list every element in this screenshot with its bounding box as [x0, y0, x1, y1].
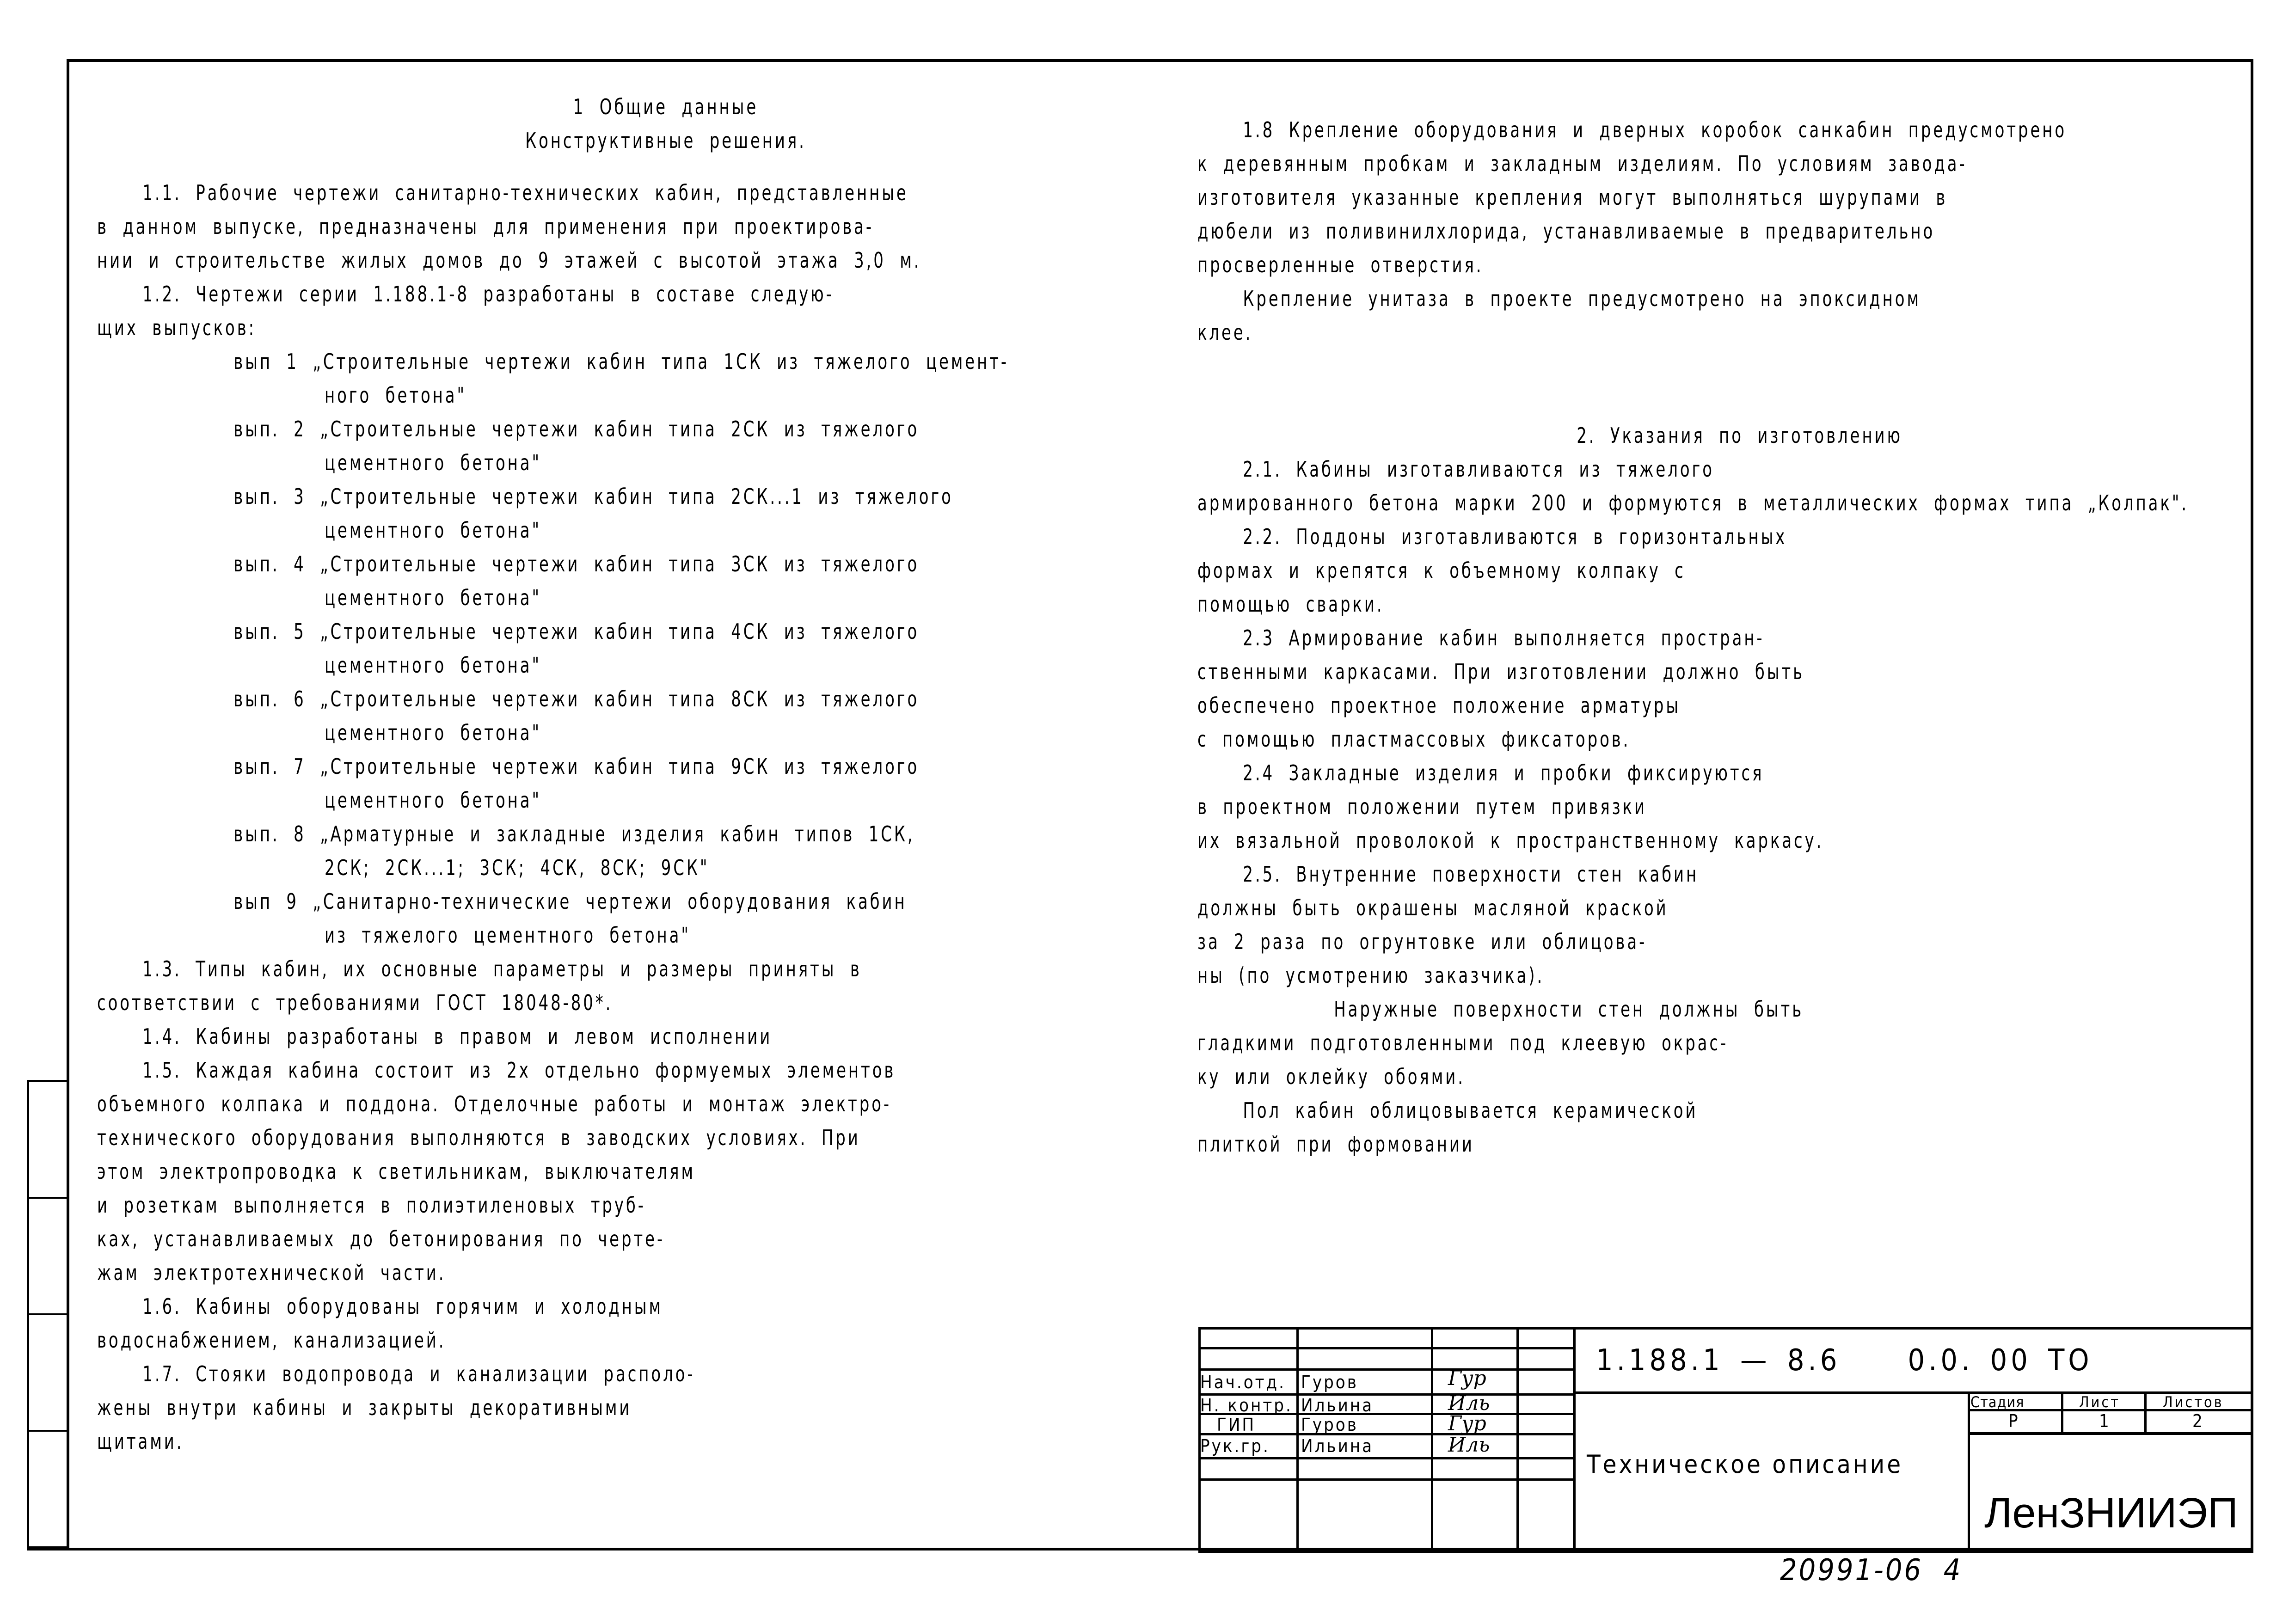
binding-strip: [27, 1080, 67, 1550]
text-line: 1.3. Типы кабин, их основные параметры и размеры приняты в: [142, 956, 862, 981]
text-line: вып. 4 „Строительные чертежи кабин типа 3СК из тяжелого: [233, 552, 920, 576]
role-label: Н. контр.: [1200, 1395, 1293, 1416]
text-line: 1.6. Кабины оборудованы горячим и холодным: [142, 1294, 663, 1319]
text-line: должны быть окрашены масляной краской: [1197, 895, 1669, 920]
text-line: цементного бетона": [325, 450, 541, 475]
text-line: 1.5. Каждая кабина состоит из 2х отдельно формуемых элементов: [142, 1058, 896, 1083]
text-line: цементного бетона": [325, 518, 541, 543]
text-line: 2.3 Армирование кабин выполняется простран-: [1243, 625, 1765, 650]
text-line: просверленные отверстия.: [1197, 252, 1484, 277]
role-label: ГИП: [1217, 1415, 1256, 1435]
text-line: технического оборудования выполняются в заводских условиях. При: [97, 1125, 860, 1150]
text-line: формах и крепятся к объемному колпаку с: [1197, 558, 1686, 583]
stage-value: Р: [2008, 1411, 2020, 1431]
text-line: 1.7. Стояки водопровода и канализации располо-: [142, 1361, 695, 1386]
text-line: 1.1. Рабочие чертежи санитарно-технических кабин, представленные: [142, 180, 908, 205]
text-line: их вязальной проволокой к пространственному каркасу.: [1197, 828, 1824, 853]
text-line: [1197, 349, 2282, 419]
text-line: с помощью пластмассовых фиксаторов.: [1197, 727, 1631, 752]
sheet-value: 1: [2099, 1411, 2111, 1431]
text-line: жам электротехнической части.: [97, 1260, 446, 1285]
left-column-text: [97, 90, 1234, 1459]
person-name: Ильина: [1301, 1395, 1374, 1416]
text-line: изготовителя указанные крепления могут выполняться шурупами в: [1197, 185, 1948, 210]
signature: Иль: [1448, 1391, 1490, 1415]
text-line: 1 Общие данные: [573, 94, 759, 119]
text-line: Конструктивные решения.: [525, 128, 806, 153]
text-line: дюбели из поливинилхлорида, устанавливаемые в предварительно: [1197, 219, 1935, 244]
role-label: Нач.отд.: [1200, 1372, 1286, 1392]
text-line: 2. Указания по изготовлению: [1577, 423, 1903, 448]
text-line: водоснабжением, канализацией.: [97, 1328, 446, 1353]
text-line: 1.4. Кабины разработаны в правом и левом исполнении: [142, 1024, 773, 1049]
text-line: за 2 раза по огрунтовке или облицова-: [1197, 929, 1647, 954]
text-line: вып. 3 „Строительные чертежи кабин типа 2СК...1 из тяжелого: [233, 484, 953, 509]
text-line: 1.8 Крепление оборудования и дверных коробок санкабин предусмотрено: [1243, 117, 2067, 142]
text-line: объемного колпака и поддона. Отделочные работы и монтаж электро-: [97, 1091, 892, 1116]
text-line: клее.: [1197, 320, 1253, 345]
text-line: 2.1. Кабины изготавливаются из тяжелого: [1243, 457, 1714, 482]
text-line: цементного бетона": [325, 653, 541, 678]
signature: Гур: [1448, 1367, 1486, 1390]
text-line: ственными каркасами. При изготовлении должно быть: [1197, 659, 1805, 684]
right-column-text: [1197, 113, 2282, 1161]
text-line: щитами.: [97, 1429, 184, 1454]
text-line: 2.5. Внутренние поверхности стен кабин: [1243, 862, 1699, 887]
text-line: ках, устанавливаемых до бетонирования по черте-: [97, 1226, 665, 1251]
sheet-label: Лист: [2079, 1393, 2120, 1411]
text-line: плиткой при формовании: [1197, 1132, 1474, 1157]
text-line: цементного бетона": [325, 788, 541, 813]
text-line: вып. 5 „Строительные чертежи кабин типа 4СК из тяжелого: [233, 619, 920, 644]
text-line: из тяжелого цементного бетона": [325, 923, 691, 948]
text-line: армированного бетона марки 200 и формуются в металлических формах типа „Колпак".: [1197, 490, 2189, 515]
text-line: щих выпусков:: [97, 315, 257, 340]
title-block: [1198, 1327, 2253, 1550]
sheets-value: 2: [2192, 1411, 2204, 1431]
text-line: 2СК; 2СК...1; 3СК; 4СК, 8СК; 9СК": [325, 855, 710, 880]
text-line: 2.2. Поддоны изготавливаются в горизонтальных: [1243, 524, 1787, 549]
organization-name: ЛенЗНИИЭП: [1984, 1489, 2238, 1537]
sheets-label: Листов: [2163, 1393, 2224, 1411]
text-line: в проектном положении путем привязки: [1197, 794, 1647, 819]
text-line: [97, 158, 1234, 176]
document-title: Техническое описание: [1587, 1450, 1903, 1479]
text-line: Наружные поверхности стен должны быть: [1334, 997, 1804, 1022]
text-line: ного бетона": [325, 383, 467, 408]
text-line: соответствии с требованиями ГОСТ 18048-80*.: [97, 990, 613, 1015]
text-line: гладкими подготовленными под клеевую окрас-: [1197, 1030, 1729, 1055]
text-line: ку или оклейку обоями.: [1197, 1064, 1465, 1089]
role-label: Рук.гр.: [1200, 1436, 1270, 1456]
text-line: Крепление унитаза в проекте предусмотрено на эпоксидном: [1243, 286, 1921, 311]
text-line: ны (по усмотрению заказчика).: [1197, 963, 1545, 988]
text-line: Пол кабин облицовывается керамической: [1243, 1098, 1698, 1123]
text-line: и розеткам выполняется в полиэтиленовых труб-: [97, 1193, 646, 1218]
signature: Иль: [1448, 1433, 1490, 1457]
stage-label: Стадия: [1970, 1393, 2025, 1411]
text-line: 1.2. Чертежи серии 1.188.1-8 разработаны в составе следую-: [142, 282, 834, 306]
text-line: помощью сварки.: [1197, 592, 1384, 617]
inventory-number: 20991-06 4: [1780, 1553, 1963, 1587]
text-line: вып. 6 „Строительные чертежи кабин типа 8СК из тяжелого: [233, 686, 920, 711]
text-line: 2.4 Закладные изделия и пробки фиксируются: [1243, 760, 1764, 785]
text-line: цементного бетона": [325, 585, 541, 610]
text-line: обеспечено проектное положение арматуры: [1197, 693, 1681, 718]
person-name: Гуров: [1301, 1415, 1358, 1435]
text-line: вып 1 „Строительные чертежи кабин типа 1СК из тяжелого цемент-: [233, 349, 1009, 374]
text-line: этом электропроводка к светильникам, выключателям: [97, 1159, 695, 1184]
text-line: вып. 2 „Строительные чертежи кабин типа 2СК из тяжелого: [233, 417, 920, 441]
text-line: вып. 7 „Строительные чертежи кабин типа 9СК из тяжелого: [233, 754, 920, 779]
document-code: 1.188.1 — 8.6 0.0. 00 ТО: [1596, 1343, 2093, 1378]
text-line: к деревянным пробкам и закладным изделиям. По условиям завода-: [1197, 151, 1967, 176]
text-line: в данном выпуске, предназначены для применения при проектирова-: [97, 214, 874, 239]
signature: Гур: [1448, 1412, 1486, 1435]
text-line: цементного бетона": [325, 720, 541, 745]
text-line: вып. 8 „Арматурные и закладные изделия кабин типов 1СК,: [233, 821, 915, 846]
text-line: вып 9 „Санитарно-технические чертежи оборудования кабин: [233, 889, 907, 914]
person-name: Ильина: [1301, 1436, 1374, 1456]
person-name: Гуров: [1301, 1372, 1358, 1392]
text-line: жены внутри кабины и закрыты декоративными: [97, 1395, 632, 1420]
text-line: нии и строительстве жилых домов до 9 этажей с высотой этажа 3,0 м.: [97, 248, 921, 273]
